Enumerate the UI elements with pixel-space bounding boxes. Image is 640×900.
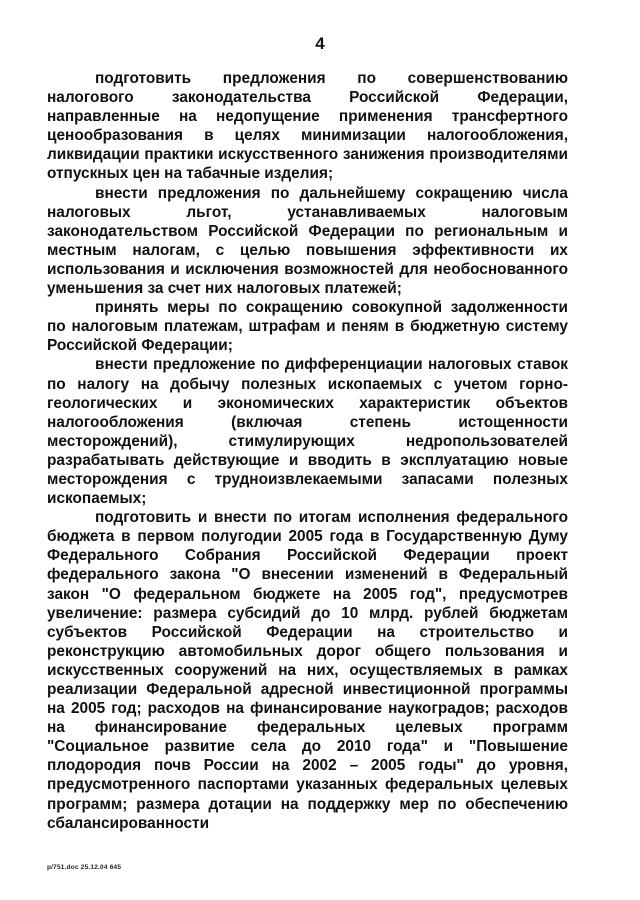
paragraph-tax-benefits: внести предложения по дальнейшему сокращению числа налоговых льгот, устанавливаемых налоговым законодательством Российской Федерации по региональным и местным налогам, с целью повышения эффективности их использования и исключения возможностей для необоснованного уменьшения за счет них налоговых платежей;	[47, 184, 568, 298]
paragraph-federal-budget: подготовить и внести по итогам исполнения федерального бюджета в первом полугодии 2005 года в Государственную Думу Федерального Собрания Российской Федерации проект федерального закона "О внесении изменений в Федеральный закон "О федеральном бюджете на 2005 год", предусмотрев увеличение: размера субсидий до 10 млрд. рублей бюджетам субъектов Российской Федерации на строительство и реконструкцию автомобильных дорог общего пользования и искусственных сооружений на них, осуществляемых в рамках реализации Федеральной адресной инвестиционной программы на 2005 год; расходов на финансирование наукоградов; расходов на финансирование федеральных целевых программ "Социальное развитие села до 2010 года" и "Повышение плодородия почв России на 2002 – 2005 годы" до уровня, предусмотренного паспортами указанных федеральных целевых программ; размера дотации на поддержку мер по обеспечению сбалансированности	[47, 509, 568, 832]
document-footer: p/751.doc 25.12.04 645	[47, 864, 122, 871]
paragraph-tax-legislation: подготовить предложения по совершенствованию налогового законодательства Российской Федерации, направленные на недопущение применения трансфертного ценообразования в целях минимизации налогообложения, ликвидации практики искусственного занижения производителями отпускных цен на табачные изделия;	[47, 70, 568, 183]
page-number: 4	[315, 34, 325, 53]
document-body	[47, 69, 568, 833]
paragraph-mineral-tax: внести предложение по дифференциации налоговых ставок по налогу на добычу полезных ископаемых с учетом горно-геологических и экономических характеристик объектов налогообложения (включая степень истощенности месторождений), стимулирующих недропользователей разрабатывать действующие и вводить в эксплуатацию новые месторождения с трудноизвлекаемыми запасами полезных ископаемых;	[47, 356, 568, 508]
paragraph-tax-debt: принять меры по сокращению совокупной задолженности по налоговым платежам, штрафам и пеням в бюджетную систему Российской Федерации;	[47, 299, 568, 355]
